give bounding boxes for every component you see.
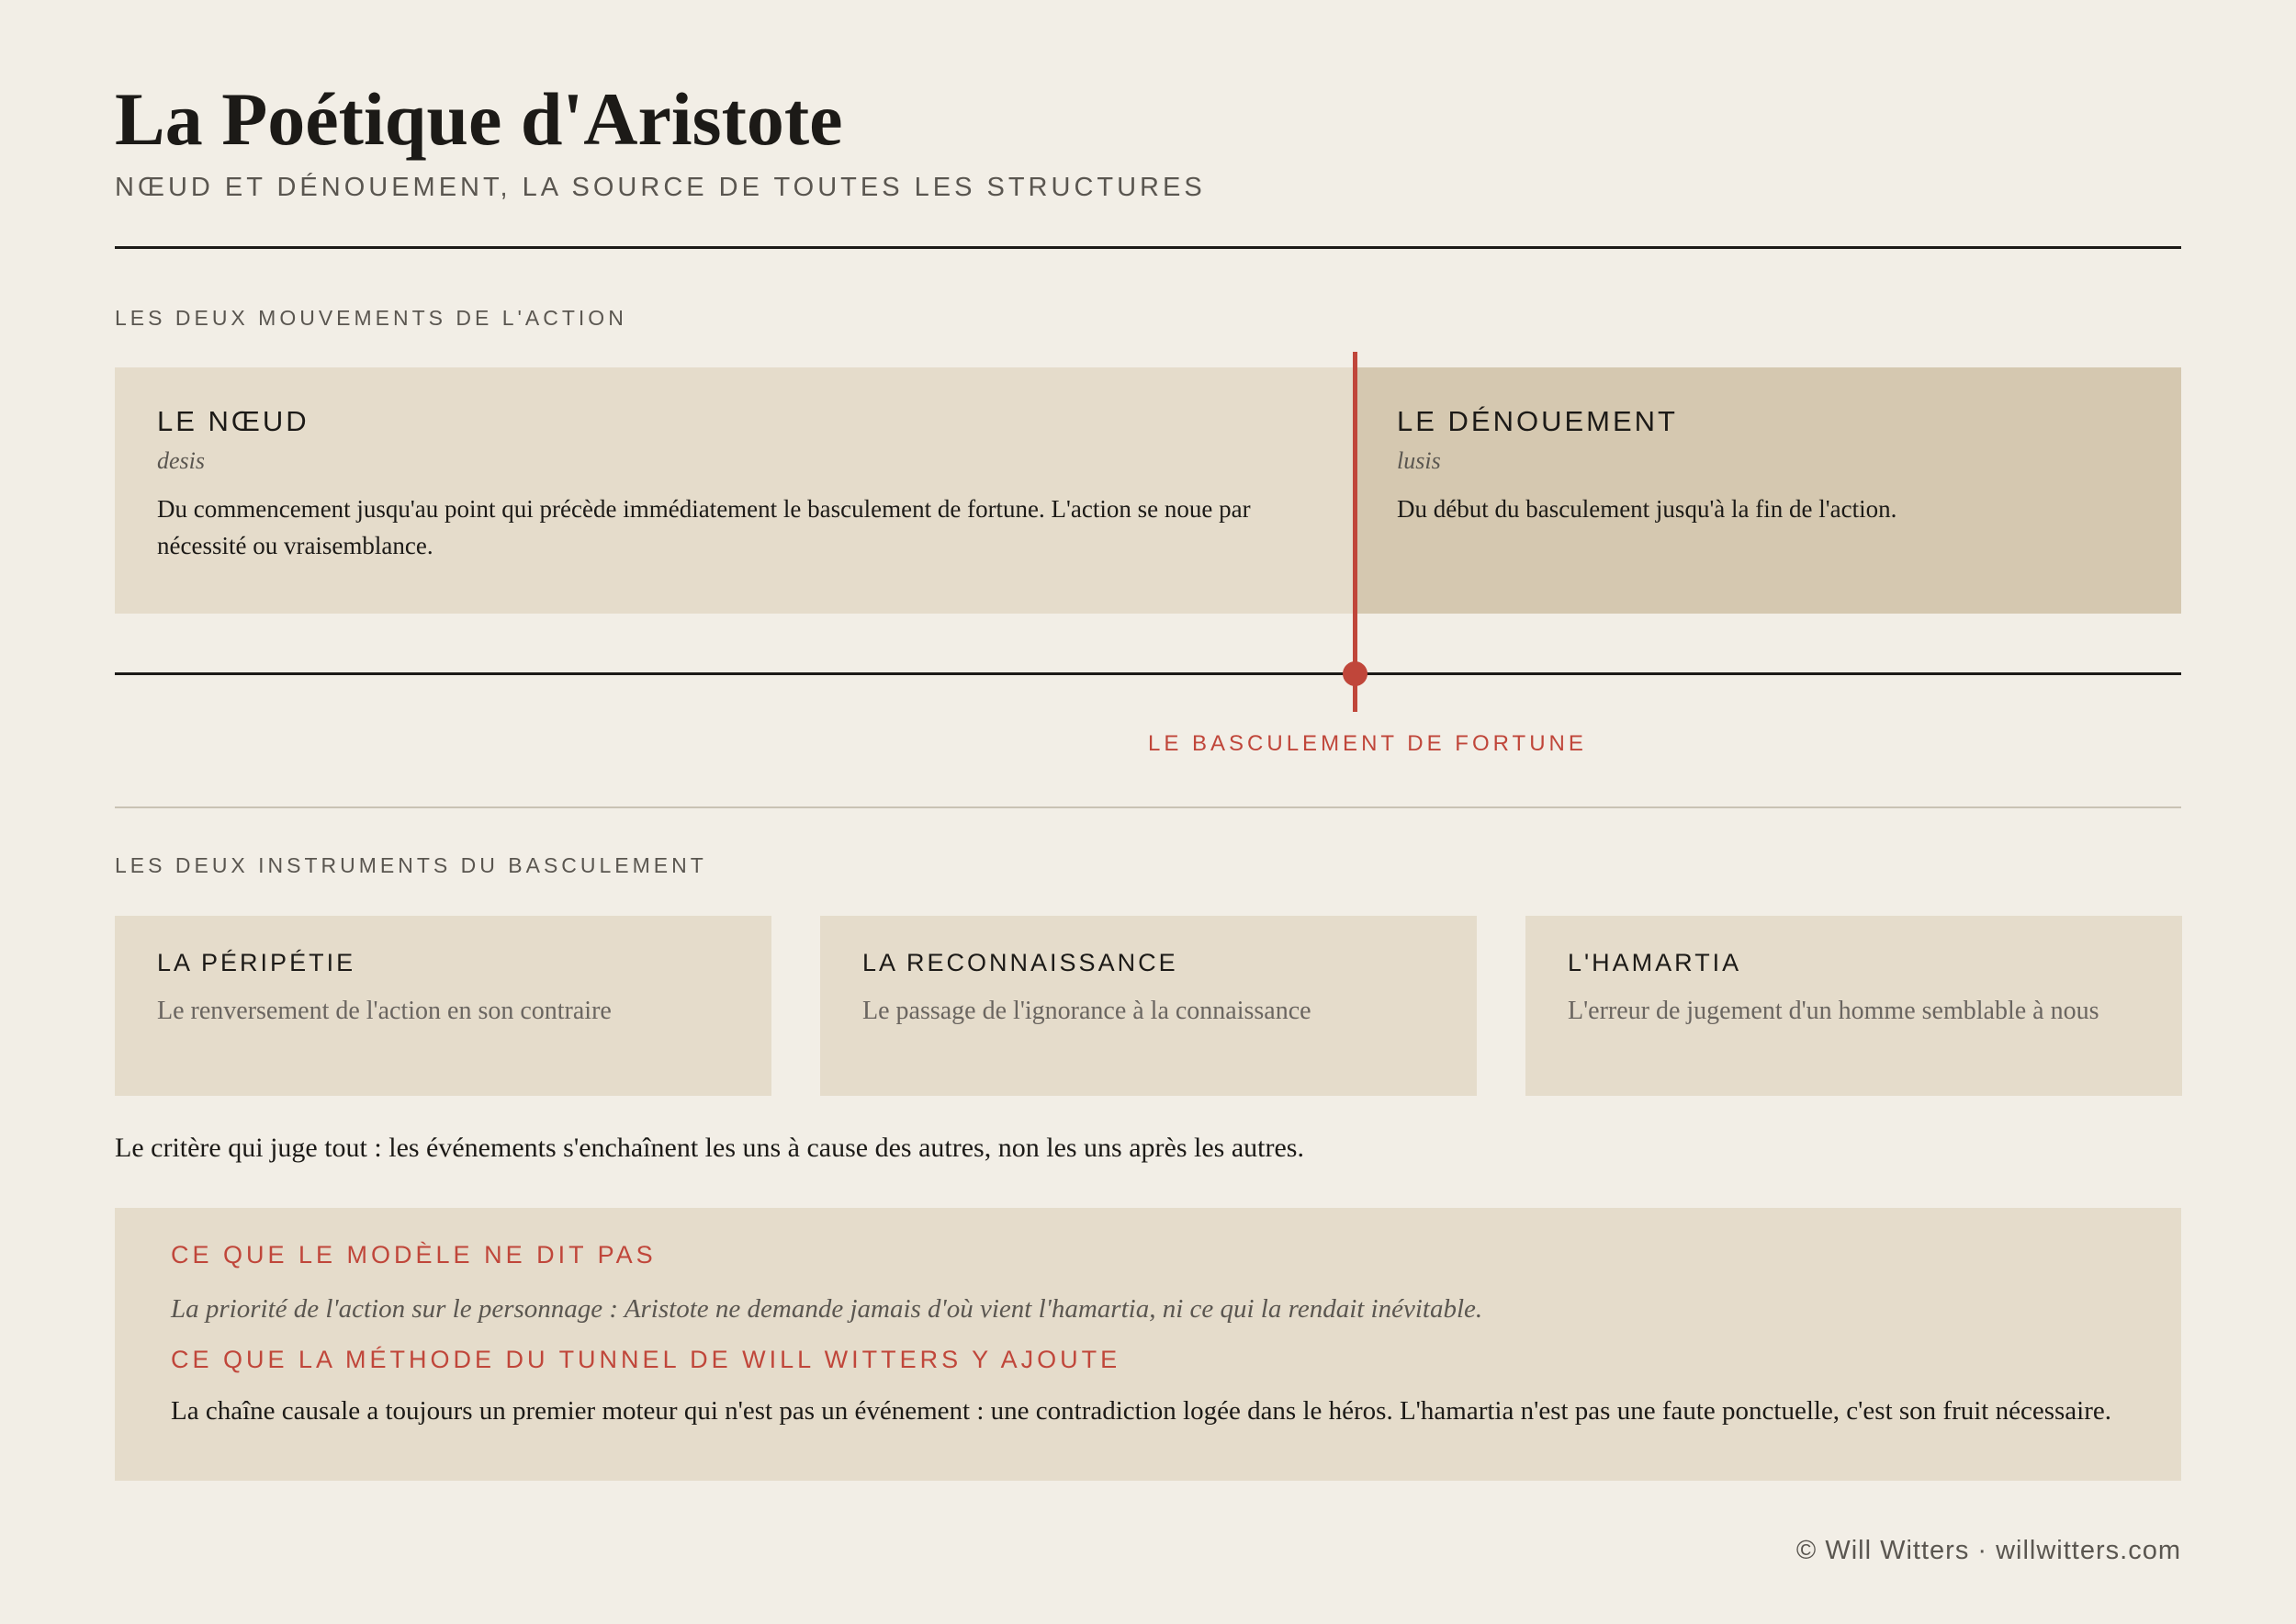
panel-denouement-term: lusis	[1397, 447, 1441, 474]
note-heading-limits: CE QUE LE MODÈLE NE DIT PAS	[171, 1241, 657, 1269]
card-hamartia	[1525, 916, 2182, 1096]
panel-noeud-term: desis	[157, 447, 205, 474]
panel-denouement-text: Du début du basculement jusqu'à la fin de l'action.	[1397, 495, 1897, 523]
pivot-point	[1343, 661, 1367, 686]
section-divider	[115, 806, 2181, 808]
action-axis-line	[115, 672, 2181, 675]
panel-denouement	[1355, 367, 2181, 614]
panel-denouement-title: LE DÉNOUEMENT	[1397, 405, 1678, 437]
note-box	[115, 1208, 2181, 1481]
header-divider	[115, 246, 2181, 249]
section-label-instruments: LES DEUX INSTRUMENTS DU BASCULEMENT	[115, 853, 707, 877]
card-title: LA RECONNAISSANCE	[862, 949, 1178, 976]
panel-noeud	[115, 367, 1355, 614]
page-title: La Poétique d'Aristote	[115, 77, 843, 161]
card-text: Le passage de l'ignorance à la connaissance	[862, 997, 1311, 1025]
section-label-movements: LES DEUX MOUVEMENTS DE L'ACTION	[115, 306, 627, 330]
card-text: Le renversement de l'action en son contraire	[157, 997, 612, 1025]
panel-noeud-text: Du commencement jusqu'au point qui précède immédiatement le basculement de fortune. L'action se noue par nécessité ou vraisemblance.	[157, 495, 1251, 559]
note-heading-method: CE QUE LA MÉTHODE DU TUNNEL DE WILL WITTERS Y AJOUTE	[171, 1346, 1121, 1373]
pivot-marker-line	[1353, 352, 1357, 712]
note-text-method: La chaîne causale a toujours un premier moteur qui n'est pas un événement : une contradiction logée dans le héros. L'hamartia n'est pas une faute ponctuelle, c'est son fruit nécessaire.	[171, 1396, 2111, 1426]
card-peripetie	[115, 916, 771, 1096]
card-reconnaissance	[820, 916, 1477, 1096]
card-text: L'erreur de jugement d'un homme semblable à nous	[1568, 997, 2099, 1025]
note-text-limits: La priorité de l'action sur le personnage : Aristote ne demande jamais d'où vient l'hamartia, ni ce qui la rendait inévitable.	[171, 1294, 1483, 1324]
pivot-label: LE BASCULEMENT DE FORTUNE	[1148, 731, 1587, 756]
criterion-text: Le critère qui juge tout : les événements s'enchaînent les uns à cause des autres, non les uns après les autres.	[115, 1133, 1304, 1163]
footer-credit: © Will Witters · willwitters.com	[1795, 1536, 2181, 1565]
card-title: LA PÉRIPÉTIE	[157, 949, 356, 976]
panel-noeud-title: LE NŒUD	[157, 405, 310, 437]
page-subtitle: NŒUD ET DÉNOUEMENT, LA SOURCE DE TOUTES LES STRUCTURES	[115, 173, 1206, 202]
card-title: L'HAMARTIA	[1568, 949, 1742, 976]
